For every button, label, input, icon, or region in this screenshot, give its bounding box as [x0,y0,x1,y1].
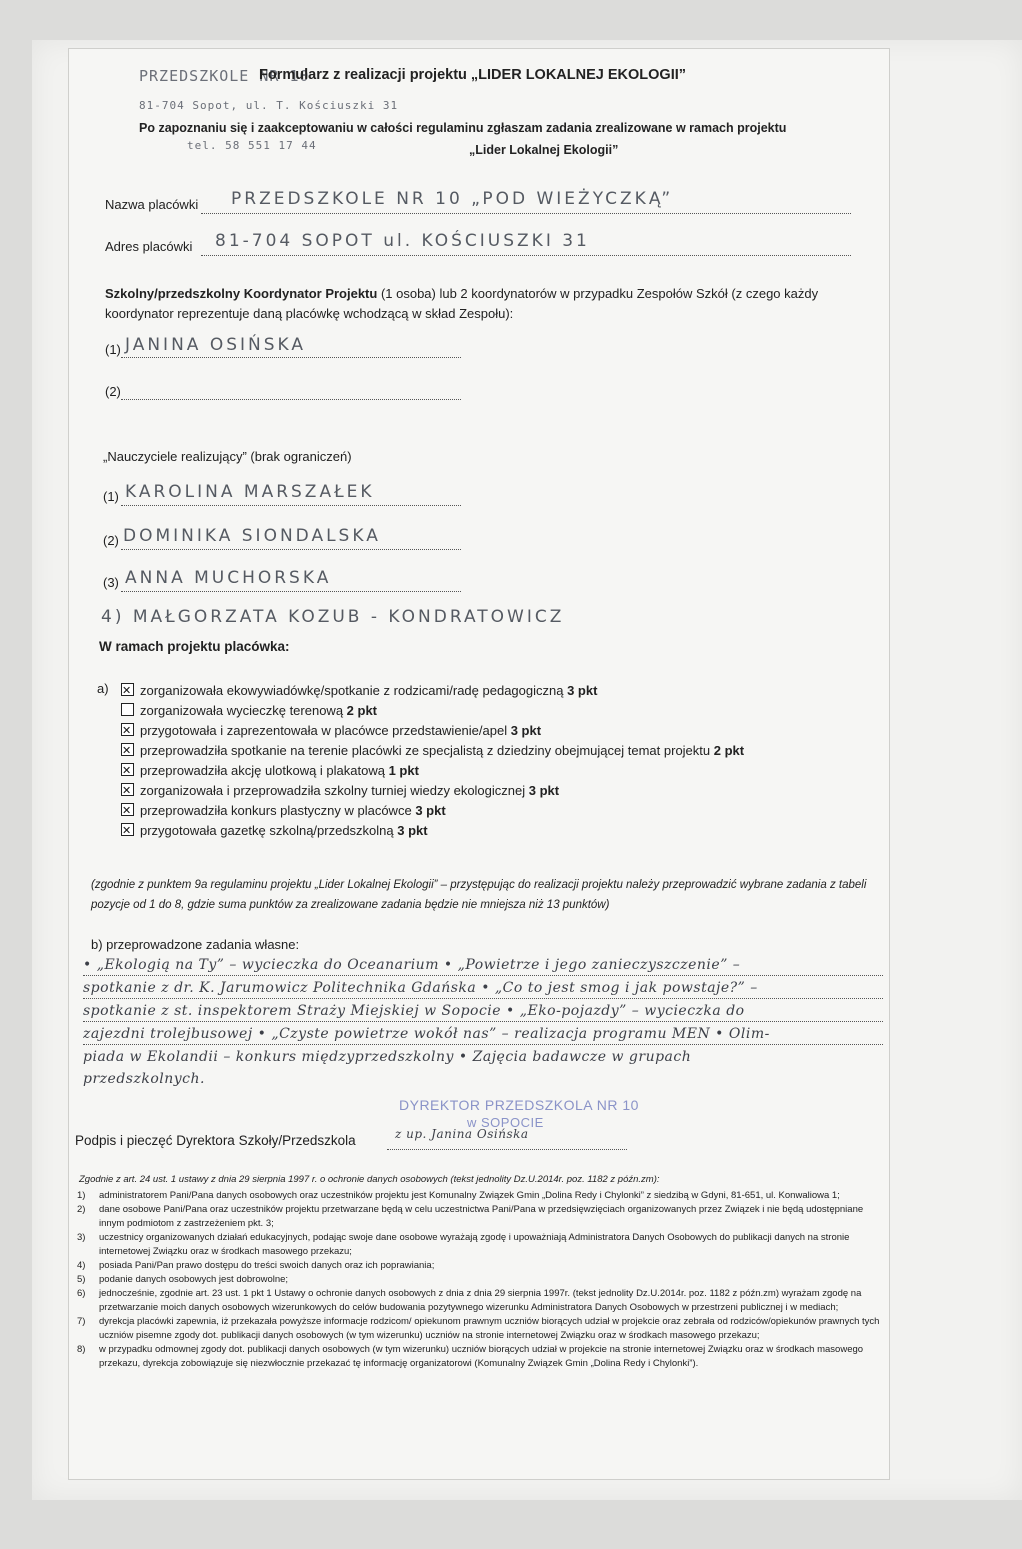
stamp-phone: tel. 58 551 17 44 [187,139,317,152]
task-checkbox-1[interactable] [121,683,134,696]
legal-item-5-num: 5) [77,1274,86,1285]
coordinator-heading-rest: (1 osoba) lub 2 koordynatorów w przypadku Zespołów Szkół (z czego każdy koordynator reprezentuje daną placówkę wchodzącą w skład Zespołu): [105,286,819,321]
own-task-line-3: spotkanie z st. inspektorem Straży Miejskiej w Sopocie • „Eko-pojazdy” – wycieczka do [83,999,883,1022]
teacher-3-num: (3) [103,575,119,590]
task-text-5: przeprowadziła akcję ulotkową i plakatową [140,763,385,778]
task-pts-6: 3 pkt [528,783,560,798]
task-checkbox-4[interactable] [121,743,134,756]
legal-item-7-num: 7) [77,1316,86,1327]
legal-item-2-text: dane osobowe Pani/Pana oraz uczestników projektu przetwarzane będą w celu uczestnictwa Pani/Pana w przedsięwzięciach organizowanych przez Związek i nie będą udostępniane innym podmiotom z zastrzeżeniem pkt. 3; [99,1204,864,1229]
task-checkbox-7[interactable] [121,803,134,816]
legal-item-2 [77,1203,883,1231]
legal-item-4-text: posiada Pani/Pan prawo dostępu do treści swoich danych oraz ich poprawiania; [99,1260,435,1271]
address-field[interactable] [201,231,851,256]
own-task-line-5: piada w Ekolandii – konkurs międzyprzedszkolny • Zajęcia badawcze w grupach [83,1049,692,1065]
task-checkbox-5[interactable] [121,763,134,776]
signature-value: z up. Janina Osińska [395,1127,529,1141]
name-field[interactable] [201,189,851,214]
own-task-line-1: • „Ekologią na Ty” – wycieczka do Oceanarium • „Powietrze i jego zanieczyszczenie” – [83,953,883,976]
own-task-line-4: zajezdni trolejbusowej • „Czyste powietrze wokół nas” – realizacja programu MEN • Olim- [83,1022,883,1045]
task-item-7[interactable] [121,801,744,821]
task-text-7: przeprowadziła konkurs plastyczny w placówce [140,803,412,818]
task-text-8: przygotowała gazetkę szkolną/przedszkolną [140,823,394,838]
teacher-1-num: (1) [103,489,119,504]
legal-item-3 [77,1231,883,1259]
coordinator-1-field[interactable] [121,335,461,358]
coordinator-heading-bold: Szkolny/przedszkolny Koordynator Projektu [105,286,378,301]
task-pts-7: 3 pkt [415,803,446,818]
project-name: „Lider Lokalnej Ekologii” [469,143,619,157]
legal-item-1-num: 1) [77,1190,86,1201]
coordinator-1-value: JANINA OSIŃSKA [125,335,306,355]
stamp-name: PRZEDSZKOLE NR 10 [139,67,310,85]
task-text-3: przygotowała i zaprezentowała w placówce przedstawienie/apel [140,723,508,738]
task-item-6[interactable] [121,781,744,801]
teacher-4-value: 4) MAŁGORZATA KOZUB - KONDRATOWICZ [101,607,565,627]
legal-item-5-text: podanie danych osobowych jest dobrowolne; [99,1274,289,1285]
task-text-6: zorganizowała i przeprowadziła szkolny turniej wiedzy ekologicznej [140,783,526,798]
legal-item-3-text: uczestnicy organizowanych działań edukacyjnych, podając swoje dane osobowe wyrażają zgodę i upoważniają Administratora Danych Osobowych do publikacji danych na stronie internetowej Związku oraz w środkach masowego przekazu; [99,1232,850,1257]
tasks-note: (zgodnie z punktem 9a regulaminu projektu „Lider Lokalnej Ekologii” – przystępując do realizacji projektu należy przeprowadzić wybrane zadania z tabeli pozycje od 1 do 8, gdzie suma punktów za zrealizowane zadania będzie nie mniejsza niż 13 punktów) [91,879,867,911]
address-label: Adres placówki [105,239,193,254]
teacher-1-value: KAROLINA MARSZAŁEK [125,482,375,502]
task-item-8[interactable] [121,821,744,841]
tasks-list [121,681,744,841]
legal-item-8-text: w przypadku odmownej zgody dot. publikacji danych osobowych (w tym wizerunku) uczniów biorących udział w projekcie na stronie internetowej Związku oraz w środkach masowego przekazu, dyrekcja zobowiązuje się niezwłocznie przekazać tę informację organizatorowi (Komunalny Związek Gmin „Dolina Redy i Chylonki”). [99,1344,864,1369]
legal-item-8-num: 8) [77,1344,86,1355]
own-tasks-lines[interactable] [83,953,883,1089]
teacher-3-value: ANNA MUCHORSKA [125,568,332,588]
legal-item-6-num: 6) [77,1288,86,1299]
own-task-line-6: przedszkolnych. [83,1071,205,1087]
teachers-heading: „Nauczyciele realizujący” (brak ograniczeń) [103,449,352,464]
task-pts-2: 2 pkt [346,703,378,718]
task-pts-1: 3 pkt [567,683,598,698]
task-item-4[interactable] [121,741,744,761]
own-task-line-2: spotkanie z dr. K. Jarumowicz Politechnika Gdańska • „Co to jest smog i jak powstaje?” – [83,976,883,999]
task-text-2: zorganizowała wycieczkę terenową [140,703,344,718]
teacher-3-field[interactable] [121,568,461,592]
tasks-heading: W ramach projektu placówka: [99,639,290,654]
legal-item-5 [77,1273,883,1287]
coordinator-2-field[interactable] [121,381,461,400]
coordinator-1-num: (1) [105,342,121,357]
intro-text: Po zapoznaniu się i zaakceptowaniu w całości regulaminu zgłaszam zadania zrealizowane w ramach projektu [139,121,787,135]
task-pts-8: 3 pkt [397,823,428,838]
task-pts-5: 1 pkt [388,763,419,778]
task-item-3[interactable] [121,721,744,741]
task-item-2[interactable] [121,701,744,721]
signature-field[interactable] [387,1127,627,1150]
legal-item-3-num: 3) [77,1232,86,1243]
task-pts-3: 3 pkt [510,723,542,738]
legal-item-1-text: administratorem Pani/Pana danych osobowych oraz uczestników projektu jest Komunalny Związek Gmin „Dolina Redy i Chylonki” z siedzibą w Gdyni, 81-651, ul. Konwaliowa 1; [99,1190,840,1201]
task-item-1[interactable] [121,681,744,701]
task-checkbox-2[interactable] [121,703,134,716]
teacher-2-num: (2) [103,533,119,548]
task-pts-4: 2 pkt [713,743,745,758]
task-text-4: przeprowadziła spotkanie na terenie placówki ze specjalistą z dziedziny obejmującej temat projektu [140,743,711,758]
form-title: Formularz z realizacji projektu „LIDER LOKALNEJ EKOLOGII” [259,67,687,83]
legal-item-7 [77,1315,883,1343]
form-sheet [68,48,890,1480]
director-stamp: DYREKTOR PRZEDSZKOLA NR 10 [399,1097,639,1113]
stamp-address: 81-704 Sopot, ul. T. Kościuszki 31 [139,99,399,112]
coordinator-2-num: (2) [105,384,121,399]
tasks-letter: a) [97,681,109,696]
coordinator-heading [105,284,855,324]
legal-intro: Zgodnie z art. 24 ust. 1 ustawy z dnia 29 sierpnia 1997 r. o ochronie danych osobowych (tekst jednolity Dz.U.2014r. poz. 1182 z późn.zm): [79,1174,660,1185]
teacher-2-value: DOMINIKA SIONDALSKA [123,526,381,546]
name-label: Nazwa placówki [105,197,199,212]
legal-item-6 [77,1287,883,1315]
legal-item-2-num: 2) [77,1204,86,1215]
name-value: PRZEDSZKOLE NR 10 „POD WIEŻYCZKĄ” [231,189,674,209]
director-stamp-city: w SOPOCIE [467,1115,544,1130]
task-checkbox-3[interactable] [121,723,134,736]
legal-item-8 [77,1343,883,1371]
task-item-5[interactable] [121,761,744,781]
own-tasks-heading: b) przeprowadzone zadania własne: [91,937,300,952]
legal-item-4-num: 4) [77,1260,86,1271]
legal-list [77,1189,883,1371]
task-checkbox-6[interactable] [121,783,134,796]
task-text-1: zorganizowała ekowywiadówkę/spotkanie z rodzicami/radę pedagogiczną [140,683,564,698]
signature-label: Podpis i pieczęć Dyrektora Szkoły/Przedszkola [75,1133,356,1148]
task-checkbox-8[interactable] [121,823,134,836]
address-value: 81-704 SOPOT ul. KOŚCIUSZKI 31 [215,231,590,251]
teacher-1-field[interactable] [121,482,461,506]
legal-item-6-text: jednocześnie, zgodnie art. 23 ust. 1 pkt 1 Ustawy o ochronie danych osobowych z dnia z dnia 29 sierpnia 1997r. (tekst jednolity Dz.U.2014r. poz. 1182 z późn.zm) wyrażam zgodę na przetwarzanie moich danych osobowych wizerunkowych do celów budowania pozytywnego wizerunku Administratora Danych Osobowych w przestrzeni publicznej i w mediach; [99,1288,862,1313]
legal-item-7-text: dyrekcja placówki zapewnia, iż przekazała powyższe informacje rodzicom/ opiekunom prawnym uczniów biorących udział w projekcie oraz zebrała od rodziców/opiekunów prawnych tych uczniów pisemne zgody dot. publikacji danych osobowych (w tym wizerunku) uczniów na stronie internetowej Związku oraz w środkach masowego przekazu; [99,1316,880,1341]
legal-item-1 [77,1189,883,1203]
legal-item-4 [77,1259,883,1273]
teacher-2-field[interactable] [121,526,461,550]
